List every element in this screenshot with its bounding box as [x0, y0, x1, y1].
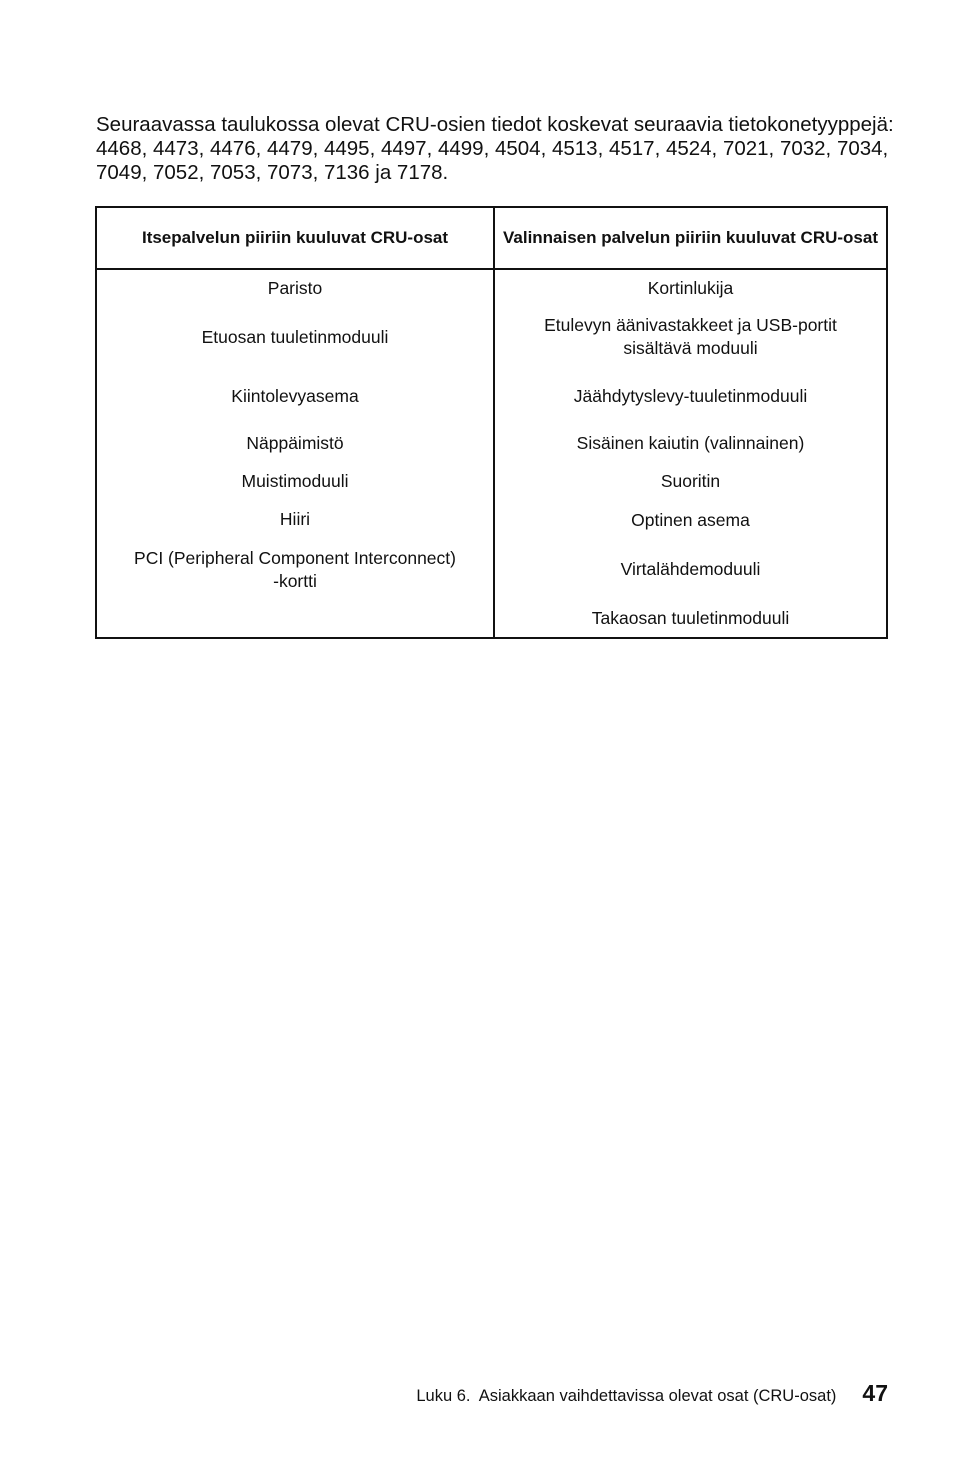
- self-service-item: Näppäimistö: [246, 433, 344, 453]
- self-service-item: Muistimoduuli: [241, 471, 349, 491]
- optional-service-item: Suoritin: [660, 471, 721, 491]
- table-header-row: [97, 208, 886, 270]
- self-service-item: PCI (Peripheral Component Interconnect) -kortti: [134, 548, 456, 591]
- header-self-service: Itsepalvelun piiriin kuuluvat CRU-osat: [97, 208, 495, 268]
- optional-service-item: Kortinlukija: [647, 278, 734, 298]
- self-service-item: Kiintolevyasema: [231, 386, 359, 406]
- optional-service-item: Virtalähdemoduuli: [620, 559, 761, 579]
- self-service-item: Etuosan tuuletinmoduuli: [201, 327, 389, 347]
- chapter-title: Luku 6. Asiakkaan vaihdettavissa olevat osat (CRU-osat): [416, 1387, 837, 1405]
- optional-service-column: [495, 270, 886, 637]
- self-service-column: [97, 270, 495, 637]
- optional-service-item: Etulevyn äänivastakkeet ja USB-portit sisältävä moduuli: [544, 315, 837, 358]
- optional-service-item: Optinen asema: [631, 510, 750, 530]
- page-number: 47: [862, 1380, 888, 1406]
- header-optional-service: Valinnaisen palvelun piiriin kuuluvat CRU-osat: [502, 228, 879, 247]
- cru-parts-table: [95, 206, 888, 639]
- table-body: [97, 270, 886, 637]
- optional-service-item: Sisäinen kaiutin (valinnainen): [576, 433, 805, 453]
- page-footer: [416, 1380, 888, 1407]
- optional-service-item: Takaosan tuuletinmoduuli: [591, 608, 790, 628]
- self-service-item: Paristo: [267, 278, 323, 298]
- optional-service-item: Jäähdytyslevy-tuuletinmoduuli: [573, 386, 808, 406]
- self-service-item: Hiiri: [279, 509, 311, 529]
- intro-paragraph: Seuraavassa taulukossa olevat CRU-osien tiedot koskevat seuraavia tietokonetyyppejä: 4468, 4473, 4476, 4479, 4495, 4497, 4499, 4504, 4513, 4517, 4524, 7021, 7032, 7034, 7049, 7052, 7053, 7073, 7136 ja 7178.: [96, 113, 894, 184]
